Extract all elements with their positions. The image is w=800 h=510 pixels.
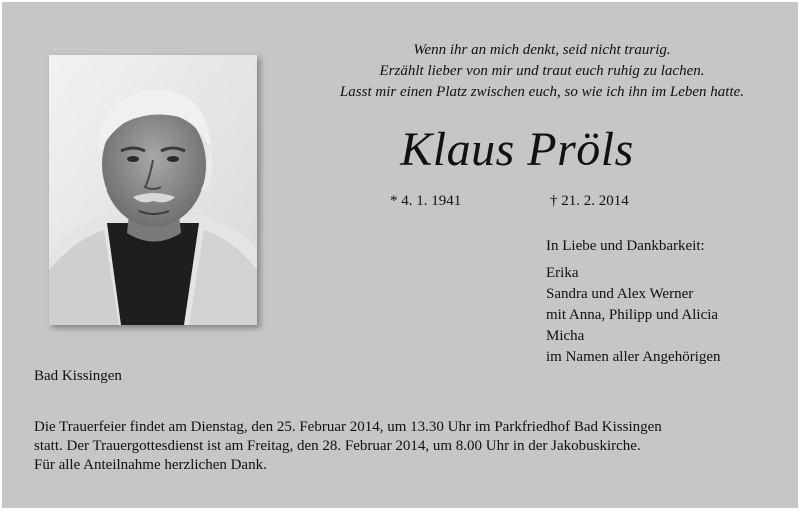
portrait-photo [49, 55, 257, 325]
mourner-name: mit Anna, Philipp und Alicia [546, 307, 719, 323]
mourner-name: Sandra und Alex Werner [546, 286, 694, 302]
poem-line: Wenn ihr an mich denkt, seid nicht traurig. [413, 42, 671, 58]
notice-line: statt. Der Trauergottesdienst ist am Freitag, den 28. Februar 2014, um 8.00 Uhr in der Jakobuskirche. [34, 438, 641, 454]
notice-line: Für alle Anteilnahme herzlichen Dank. [34, 457, 267, 473]
birth-date: * 4. 1. 1941 [390, 193, 462, 209]
mourners-heading: In Liebe und Dankbarkeit: [546, 238, 705, 254]
mourner-name: im Namen aller Angehörigen [546, 349, 721, 365]
memorial-poem [272, 40, 800, 103]
poem-line: Lasst mir einen Platz zwischen euch, so wie ich ihn im Leben hatte. [339, 84, 745, 100]
portrait-illustration [49, 55, 257, 325]
mourners-block [546, 236, 721, 368]
deceased-name: Klaus Pröls [400, 123, 634, 176]
location: Bad Kissingen [34, 368, 122, 384]
funeral-notice [34, 418, 784, 475]
notice-line: Die Trauerfeier findet am Dienstag, den 25. Februar 2014, um 13.30 Uhr im Parkfriedhof Bad Kissingen [34, 419, 662, 435]
poem-line: Erzählt lieber von mir und traut euch ruhig zu lachen. [379, 63, 705, 79]
mourners-list [546, 263, 721, 368]
mourner-name: Erika [546, 265, 579, 281]
death-date: † 21. 2. 2014 [550, 193, 629, 209]
mourner-name: Micha [546, 328, 585, 344]
